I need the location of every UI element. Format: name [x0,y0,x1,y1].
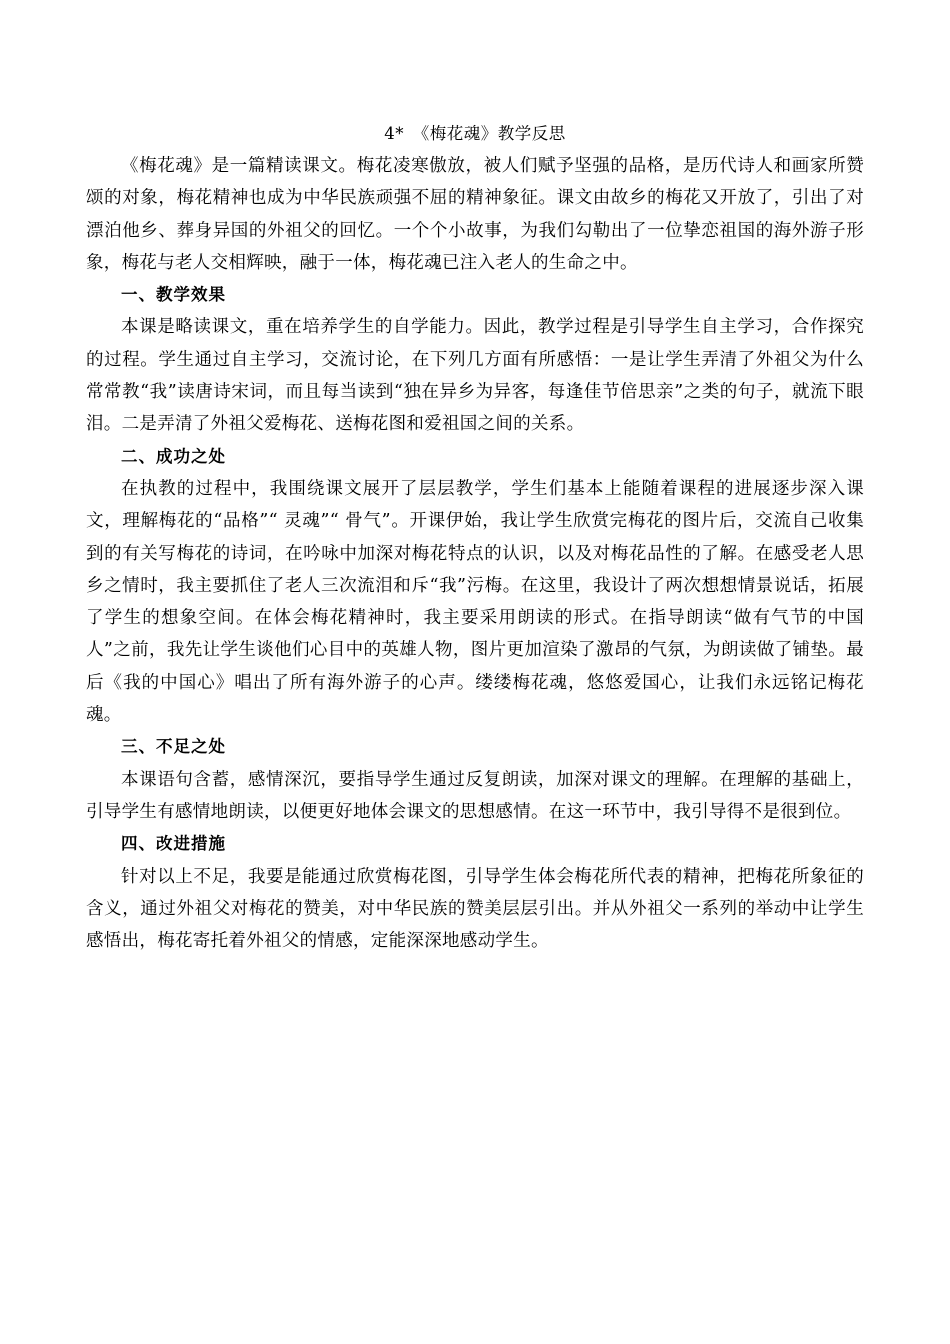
document-page [86,118,864,957]
section-heading-shortcomings: 三、不足之处 [121,737,226,757]
intro-paragraph: 《梅花魂》是一篇精读课文。梅花凌寒傲放，被人们赋予坚强的品格，是历代诗人和画家所赞颂的对象，梅花精神也成为中华民族顽强不屈的精神象征。课文由故乡的梅花又开放了，引出了对漂泊他乡、葬身异国的外祖父的回忆。一个个小故事，为我们勾勒出了一位挚恋祖国的海外游子形象，梅花与老人交相辉映，融于一体，梅花魂已注入老人的生命之中。 [86,156,864,273]
section-heading-improvements: 四、改进措施 [121,834,226,854]
section-heading-successes: 二、成功之处 [121,446,226,466]
section-body-teaching-effect: 本课是略读课文，重在培养学生的自学能力。因此，教学过程是引导学生自主学习，合作探究的过程。学生通过自主学习，交流讨论，在下列几方面有所感悟：一是让学生弄清了外祖父为什么常常教“我”读唐诗宋词，而且每当读到“独在异乡为异客，每逢佳节倍思亲”之类的句子，就流下眼泪。二是弄清了外祖父爱梅花、送梅花图和爱祖国之间的关系。 [86,317,864,435]
section-body-shortcomings: 本课语句含蓄，感情深沉，要指导学生通过反复朗读，加深对课文的理解。在理解的基础上，引导学生有感情地朗读，以便更好地体会课文的思想感情。在这一环节中，我引导得不是很到位。 [86,769,864,822]
section-heading-teaching-effect: 一、教学效果 [121,285,226,305]
section-body-successes: 在执教的过程中，我围绕课文展开了层层教学，学生们基本上能随着课程的进展逐步深入课文，理解梅花的“品格”“ 灵魂”“ 骨气”。开课伊始，我让学生欣赏完梅花的图片后，交流自己收集到的有关写梅花的诗词，在吟咏中加深对梅花特点的认识，以及对梅花品性的了解。在感受老人思乡之情时，我主要抓住了老人三次流泪和斥“我”污梅。在这里，我设计了两次想想情景说话，拓展了学生的想象空间。在体会梅花精神时，我主要采用朗读的形式。在指导朗读“做有气节的中国人”之前，我先让学生谈他们心目中的英雄人物，图片更加渲染了激昂的气氛，为朗读做了铺垫。最后《我的中国心》唱出了所有海外游子的心声。缕缕梅花魂，悠悠爱国心，让我们永远铭记梅花魂。 [86,478,864,726]
document-title: 4* 《梅花魂》教学反思 [384,124,566,143]
section-body-improvements: 针对以上不足，我要是能通过欣赏梅花图，引导学生体会梅花所代表的精神，把梅花所象征的含义，通过外祖父对梅花的赞美，对中华民族的赞美层层引出。并从外祖父一系列的举动中让学生感悟出，梅花寄托着外祖父的情感，定能深深地感动学生。 [86,866,864,952]
